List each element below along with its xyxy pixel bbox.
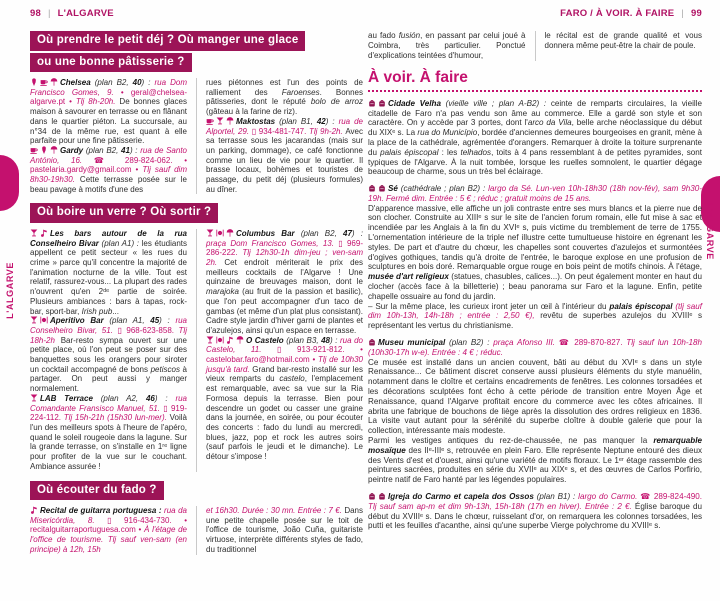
text-run: 40: [132, 78, 142, 87]
text-run: ▯ 968-623-858.: [117, 325, 179, 335]
text-run: ▯ 919-224-112.: [30, 403, 187, 423]
text-run: Dans une petite chapelle posée sur le toit de l'office de tourisme, João Cuña, guitariste virtuose, interprète différents styles de fado, du traditionnel: [206, 506, 363, 554]
text-run: O Castelo: [246, 335, 287, 345]
paragraph: [368, 184, 702, 204]
header-title: FARO / À VOIR. À FAIRE: [560, 8, 675, 19]
text-run: , en passant par celui joué à Coimbra, très particulier. Ponctué d'explications teintées d'humour,: [368, 31, 526, 60]
text-run: ▯ 934-481-747.: [251, 126, 309, 136]
paragraph: [206, 78, 363, 117]
text-run: 42: [316, 116, 326, 126]
text-run: rua da Misericórdia, 8.: [30, 506, 187, 525]
text-run: ▯ 913-921-812. • castelobar.faro@hotmail.com •: [206, 345, 363, 365]
text-run: bolo de arroz: [310, 97, 363, 107]
text-run: Église baroque du début du XVIIIᵉ s. Dans le chœur, ruisselant d'or, on remarquera les colonnes torsadées, les putti et les feuilles d'acanthe, ainsi qu'une superbe Vierge polychrome du XVIIIᵉ s.: [368, 501, 702, 531]
section-heading-a-voir-a-faire: À voir. À faire: [368, 68, 468, 86]
text-run: largo do Carmo.: [578, 492, 641, 501]
backpack-icon: [368, 492, 376, 500]
text-run: (plan A1,: [109, 316, 151, 326]
text-run: Tlj 18h-2h: [30, 325, 187, 345]
text-run: Irish pub: [81, 306, 113, 316]
text-run: ☎ 289-824-490.: [640, 492, 703, 501]
text-run: Tlj sauf sam ap-m et dim 9h-13h, 15h-18h (17h en hiver). Entrée : 2 €.: [368, 501, 635, 511]
paragraph: [368, 204, 702, 302]
text-run: praça Afonso III.: [493, 338, 559, 348]
text-run: revêtu de superbes azulejos du XVIIIᵉ s représentant les vertus du christianisme.: [368, 311, 702, 331]
columns-boire-sortir: [30, 229, 363, 472]
backpack-icon: [368, 184, 376, 192]
paragraph: [30, 316, 187, 394]
text-run: ) :: [351, 228, 363, 238]
section-title-line: Où écouter du fado ?: [30, 481, 164, 501]
text-run: ▯ 969-286-222.: [206, 238, 363, 258]
text-run: (au fruit de la passion et basilic), que l'on peut accompagner d'un taco de gambas (et même d'un plat plus consistant). Cadre style jardin d'hiver garni de plantes et d'azulejos, ainsi qu'un espace en terrasse.: [206, 287, 363, 335]
text-run: Tlj sauf lun 10h-18h (10h30-17h w-e). Entrée : 4 € ; réduc.: [368, 338, 703, 357]
text-run: (plan B1) :: [536, 492, 579, 501]
text-run: (tlj sauf dim 10h-13h, 14h-18h ; entrée : 2,50 €),: [368, 301, 703, 321]
paragraph: [206, 506, 363, 555]
text-run: Columbus Bar: [236, 228, 301, 238]
text-run: rua Comandante Fransisco Manuel, 51.: [30, 393, 187, 413]
text-run: ) :: [159, 316, 176, 326]
text-run: Grand bar-resto installé sur les vieux remparts du: [206, 364, 363, 384]
text-run: Chelsea: [60, 78, 95, 87]
text-run: praça Dom Francisco Gomes, 13.: [206, 238, 339, 248]
cocktail-icon: [206, 229, 214, 237]
text-run: (vieille ville ; plan A-B2) :: [445, 98, 551, 108]
page-left-header: [30, 8, 363, 19]
text-run: À l'étage de l'office de tourisme. Tlj sauf ven-sam (en principe) à 12h, 15h: [30, 525, 187, 554]
section-title-line: Où prendre le petit déj ? Où manger une glace: [30, 31, 305, 51]
text-run: ...: [112, 306, 119, 316]
text-column: [196, 78, 363, 194]
text-run: Tlj sauf dim 8h30-19h30.: [30, 165, 187, 185]
text-run: Gardy: [60, 145, 86, 155]
columns-petit-dej: [30, 78, 363, 194]
text-run: Maktostas: [236, 116, 280, 126]
note-icon: [40, 229, 48, 237]
text-run: D'apparence massive, elle affiche un joli contraste entre ses murs blancs et la pierre nue de son clocher. Construite au XIIIᵉ s sur le site de l'ancien forum romain, elle fut mise à sac et incendiée par les Anglais à la fin du XVIᵉ s, puis victime du tremblement de terre de 1755. L'ornementation intérieure de la triple nef illustre cette tumultueuse histoire en égrenant les styles. De part et d'autre du chœur, les chapelles sont couvertes d'azulejos et surmontées d'ogives gothiques, tandis qu'à droite de l'entrée, le baroque explose en une profusion de sculptures en bois doré. Remarquable orgue rouge en bois peint de motifs chinois. À l'étage,: [368, 203, 702, 272]
cocktail-icon: [206, 336, 214, 344]
text-column: [30, 78, 187, 194]
text-run: Igreja do Carmo et capela dos Ossos: [388, 492, 537, 501]
text-run: , toits à 4 pans ressemblant à de petites pyramides, sont typiques de l'Algarve. À la nuit tombée, lorsque les ruelles somnolent, le quartier dégage beaucoup de charme, sous un très bel éclairage.: [368, 147, 703, 177]
dotted-rule: [368, 89, 702, 92]
text-run: ☎ 289-824-062. • pastelaria.gardy@gmail.com •: [30, 155, 187, 175]
text-run: , bordée d'anciennes demeures bourgeoises en granit, mène à la place de la cathédrale, agrémentée d'orangers. Remarquer à droite la toiture surprenante du: [368, 128, 702, 157]
text-run: Faroenses: [281, 87, 320, 97]
cup-icon: [206, 117, 214, 125]
text-run: 41: [121, 145, 130, 155]
text-run: palais épiscopal: [609, 301, 676, 311]
text-run: castelo: [279, 374, 305, 384]
section-header-boire-sortir: [30, 202, 363, 223]
text-run: Bar-resto sympa ouvert sur une petite place, où l'on peut se poser sur des banquettes sous les orangers pour siroter un cocktail accompagné de bons: [30, 335, 187, 374]
terrace-icon: [236, 336, 244, 344]
text-run: Cet endroit mériterait le prix des meilleurs cocktails de l'Algarve ! Une quinzaine de breuvages maison, dont le: [206, 258, 363, 287]
cocktail-icon: [30, 394, 38, 402]
cup-icon: [30, 146, 38, 154]
text-run: Cette terrasse posée sur le beau pavage à motifs d'une des: [30, 175, 188, 194]
text-run: palais épiscopal: [380, 147, 439, 157]
backpack-icon: [378, 184, 386, 192]
text-run: musée d'art religieux: [368, 272, 449, 282]
page-left: [30, 8, 363, 563]
text-run: ☎ 289-870-827.: [558, 338, 627, 348]
text-run: • geral@chelsea-algarve.pt •: [30, 87, 187, 107]
text-run: Tlj 15h-21h (15h30 lun-mer).: [63, 413, 170, 423]
text-run: , belle arche néoclassique du début du XIXᵉ s. La: [368, 118, 702, 138]
text-run: fusión: [398, 31, 421, 40]
text-run: ) :: [129, 145, 141, 155]
text-run: (plan B2,: [85, 145, 122, 155]
text-run: 46: [145, 393, 155, 403]
icecream-icon: [40, 146, 48, 154]
backpack-icon: [378, 492, 386, 500]
text-run: au fado: [368, 31, 399, 40]
text-run: , l'emplacement est remarquable, avec sa vue sur la Ria Formosa depuis la terrasse. Bien pour descendre un godet ou casser une graine dans la journée, en soirée, ou pour écouter des concerts : fado du lundi au mercredi, blues, jazz, pop et rock les autres soirs (sauf parfois le jeudi et le dimanche). Le détour s'impose !: [206, 374, 363, 462]
terrace-icon: [226, 229, 234, 237]
paragraph: [545, 31, 703, 51]
paragraph: [30, 394, 187, 472]
text-run: rua do Castelo, 11.: [206, 335, 364, 355]
paragraph: [30, 506, 187, 555]
text-run: LAB Terrace: [40, 393, 101, 403]
text-column: [196, 506, 363, 555]
text-run: Aperitivo Bar: [50, 316, 110, 326]
text-run: rua de Alportel, 29.: [206, 116, 363, 136]
columns-fado-suite: [368, 31, 702, 61]
text-run: arco da Vila: [527, 118, 572, 128]
text-run: (plan A2,: [100, 393, 146, 403]
text-column: [196, 229, 363, 472]
text-run: 45: [150, 316, 160, 326]
text-run: (cathédrale ; plan B2) :: [400, 184, 489, 194]
text-run: ceinte de remparts circulaires, la vieille citadelle de Faro n'a pas vendu son âme au commerce. Elle a gardé son style et son caractère. On y accède par 3 portes, dont l': [368, 98, 703, 128]
header-divider: |: [681, 8, 685, 19]
text-column: [30, 229, 187, 472]
text-run: (gâteau à la farine de riz).: [206, 107, 298, 117]
note-icon: [30, 506, 38, 514]
paragraph: [206, 117, 363, 195]
text-run: Ce musée est installé dans un ancien couvent, bâti au début du XVIᵉ s dans un style Renaissance... Ce bâtiment discret conserve aussi plusieurs éléments du style manuélin, notamment dans le cloître et certains encadrements de fenêtres. Les colonnes torsadées et les décorations sculptées font écho à cette période de transition entre Moyen Âge et Renaissance, quand l'Algarve profitait encore du commerce avec les côtes africaines. Il abrita une fabrique de bouchons de liège après la dissolution des ordres religieux en 1836. La visite vaut autant pour la sérénité du superbe cloître à double galerie que pour la collection, intéressante mais modeste.: [368, 357, 702, 436]
text-run: De bonnes glaces maison à savourer en terrasse ou en flânant dans le quartier piéton. La succursale, au n°34 de la même rue, est quant à elle parfaite pour une fine pâtisserie.: [30, 97, 187, 146]
header-title: L'ALGARVE: [57, 8, 114, 19]
backpack-icon: [368, 338, 376, 346]
text-run: ) :: [154, 393, 176, 403]
text-run: (plan B2) :: [449, 338, 494, 348]
text-run: (plan A1) :: [101, 238, 142, 248]
paragraph: [368, 338, 702, 358]
text-run: Voilà l'un des meilleurs spots à l'heure de l'apéro, quand le soleil rougeoie dans la lagune. Sur la grande terrasse, on s'installe en 1ʳᵉ ligne pour profiter de la vue sur le couchant. Ambiance assurée !: [30, 413, 187, 471]
terrace-icon: [226, 117, 234, 125]
text-run: rua Dom Francisco Gomes, 9.: [30, 78, 187, 97]
text-run: Les bars autour de la rua Conselheiro Bivar: [30, 228, 187, 248]
page-number: 98: [30, 8, 41, 19]
paragraph: [30, 229, 187, 316]
section-header-petit-dej: [30, 31, 363, 72]
text-run: remarquable mosaïque: [368, 436, 702, 455]
text-run: Tlj 8h-20h.: [75, 97, 120, 107]
text-run: rues piétonnes est l'un des points de ralliement des: [206, 78, 363, 97]
cocktail-icon: [30, 229, 38, 237]
text-column: [535, 31, 703, 61]
right-sidebar-label: L'ALGARVE: [705, 203, 715, 260]
plate-icon: [216, 229, 224, 237]
text-run: marajoka: [206, 287, 239, 297]
terrace-icon: [50, 78, 58, 86]
text-run: (plan B1,: [279, 116, 317, 126]
text-run: ) :: [330, 335, 340, 345]
backpack-icon: [368, 99, 376, 107]
text-run: largo da Sé. Lun-ven 10h-18h30 (18h nov-fév), sam 9h30-19h. Fermé dim. Entrée : 5 € ; réduc ; gratuit moins de 15 ans.: [368, 184, 702, 203]
backpack-icon: [378, 99, 386, 107]
cocktail-icon: [216, 117, 224, 125]
plate-icon: [40, 316, 48, 324]
text-run: . Bonnes pâtisseries, dont le réputé: [206, 87, 364, 107]
text-run: rua Conselheiro Bivar, 51.: [30, 316, 187, 335]
section-title-line: ou une bonne pâtisserie ?: [30, 53, 192, 73]
text-run: rua do Município: [417, 128, 478, 138]
text-run: (statues, chasubles, calices...). On peut également monter en haut du clocher (accès face à la billetterie) ; beau panorama sur Faro et la lagune. Enfin, petite chapelle ossuaire au fond du jardin.: [368, 272, 702, 301]
text-run: Avec sa terrasse sous les jacarandas (mais sur un parking, dommage), ce café fonctionne comme un lieu de vie pour le quartier. Il brasse locaux, bohèmes et touristes de passage, du petit déj (plusieurs formules) au dîner.: [206, 126, 363, 194]
text-run: – Sur la même place, les curieux iront jeter un œil à l'intérieur du: [368, 301, 610, 311]
text-run: : les: [438, 147, 461, 157]
text-run: 48: [321, 335, 331, 345]
left-sidebar-label: L'ALGARVE: [5, 262, 15, 319]
sights-entries: [368, 99, 702, 531]
text-run: ▯ 916-434-730. • recitalguitarraportuguesa.com •: [30, 515, 187, 535]
page-right: [368, 8, 702, 531]
paragraph: [368, 436, 702, 485]
text-run: et 16h30. Durée : 30 mn. Entrée : 7 €.: [206, 506, 345, 516]
text-run: Tlj 12h30-1h dim-jeu ; ven-sam 2h.: [206, 248, 363, 268]
text-run: telhados: [460, 147, 492, 157]
paragraph: [206, 229, 363, 336]
page-number: 99: [691, 8, 702, 19]
section-header-fado: [30, 480, 363, 501]
terrace-icon: [50, 146, 58, 154]
text-run: Tlj de 10h30 jusqu'à tard.: [206, 355, 363, 374]
cocktail-icon: [30, 316, 38, 324]
text-run: à partager. On peut aussi y manger normalement.: [30, 364, 187, 394]
text-run: (plan B2,: [94, 78, 133, 87]
paragraph: [30, 146, 187, 195]
section-title-line: Où boire un verre ? Où sortir ?: [30, 203, 218, 223]
paragraph: [368, 302, 702, 331]
paragraph: [368, 31, 526, 61]
plate-icon: [216, 336, 224, 344]
text-run: Parmi les vestiges antiques du rez-de-chaussée, ne pas manquer la: [368, 436, 654, 446]
text-run: (plan B3,: [286, 335, 322, 345]
text-run: Museu municipal: [378, 338, 450, 348]
text-run: ) :: [141, 78, 155, 87]
text-run: des IIᵉ-IIIᵉ s, retrouvée en plein Faro. Elle représente Neptune entouré des dieux des Vents d'est et d'ouest, ainsi qu'une variété de motifs floraux. Le 1ᵉʳ étage rassemble des peintures sacrées, produites en série du XVIIᵉ au XIXᵉ s, et des œuvres de Carlos Porfirio, peintre natif de Faro hanté par les légendes populaires.: [368, 445, 702, 485]
text-run: les étudiants appellent ce petit secteur « les rues du crime » parce qu'il concentre la majorité de l'animation nocturne de la ville. Tout est relatif, rassurez-vous... La plupart des rades n'ouvrent qu'en 2ᵈᵉ partie de soirée. Plusieurs ambiances : bars à tapas, rock-bar, sport-bar,: [30, 238, 187, 316]
paragraph: [368, 99, 702, 177]
text-run: petiscos: [150, 364, 180, 374]
page-right-header: [368, 8, 702, 19]
text-run: ) :: [325, 116, 339, 126]
text-run: Recital de guitarra portuguesa :: [40, 506, 165, 516]
text-column: [30, 506, 187, 555]
left-page-edge-tab: [0, 155, 19, 211]
text-run: Tlj 9h-2h.: [308, 126, 346, 136]
paragraph: [30, 78, 187, 146]
text-run: Cidade Velha: [388, 98, 446, 108]
columns-fado: [30, 506, 363, 555]
text-run: 47: [343, 228, 352, 238]
text-run: Sé: [388, 184, 401, 194]
text-run: rua de Santo António, 16.: [30, 145, 188, 165]
paragraph: [368, 492, 702, 531]
text-run: le récital est de grande qualité et vous donnera même peut-être la chair de poule.: [544, 31, 702, 50]
paragraph: [206, 336, 363, 462]
note-icon: [226, 336, 234, 344]
text-column: [368, 31, 526, 61]
paragraph: [368, 358, 702, 436]
text-run: (plan B2,: [300, 228, 344, 238]
icecream-icon: [30, 78, 38, 86]
header-divider: |: [47, 8, 51, 19]
cup-icon: [40, 78, 48, 86]
